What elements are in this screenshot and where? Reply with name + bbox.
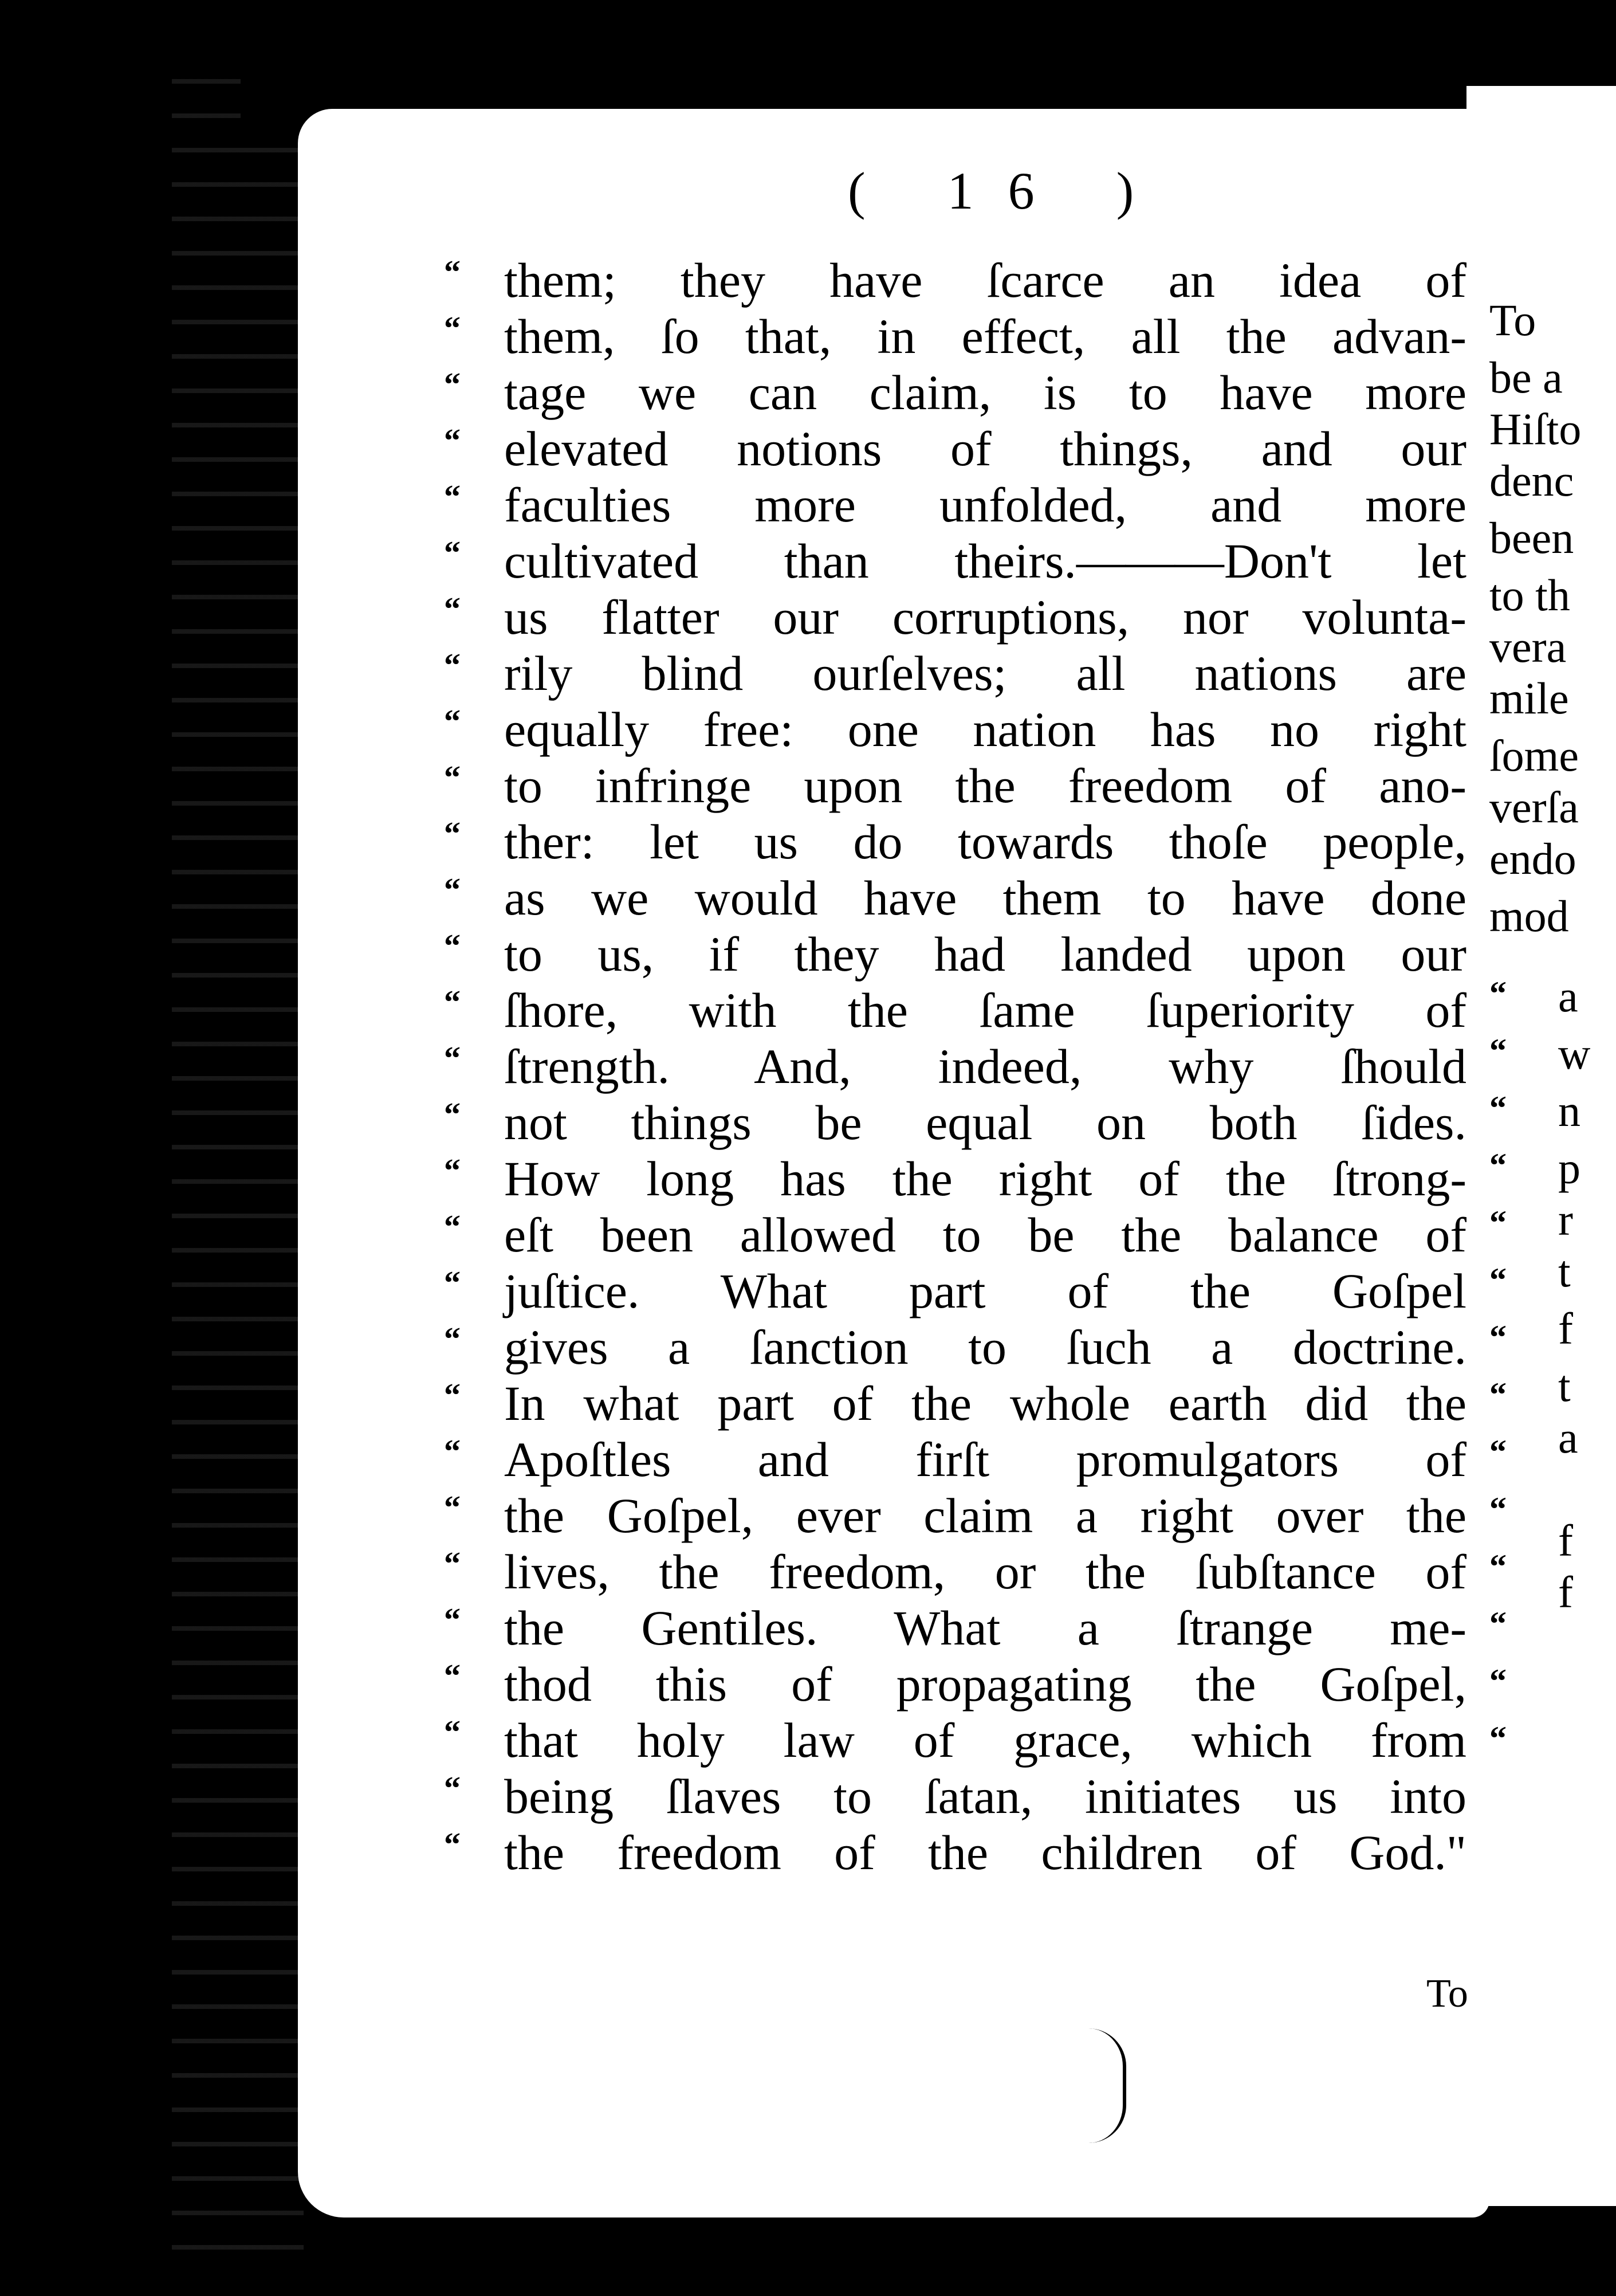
facing-page-fragment: f <box>1558 1516 1573 1565</box>
quote-mark: “ <box>444 366 461 403</box>
quote-mark: “ <box>444 534 461 571</box>
quote-mark: “ <box>444 1713 461 1751</box>
catchword: To <box>1426 1972 1468 2016</box>
facing-page-fragment: be a <box>1489 352 1563 402</box>
quote-mark: “ <box>444 1152 461 1189</box>
quote-mark: “ <box>444 702 461 740</box>
quote-mark: “ <box>444 1545 461 1582</box>
text-line <box>444 982 1466 1038</box>
text-line <box>444 477 1466 533</box>
facing-quote-mark: “ <box>1489 1089 1507 1127</box>
facing-quote-mark: “ <box>1489 1376 1507 1414</box>
text-line <box>444 1094 1466 1151</box>
text-line <box>444 252 1466 308</box>
text-line <box>444 926 1466 982</box>
facing-page-fragment: denc <box>1489 456 1574 505</box>
line-text: faculties more unfolded, and more <box>504 477 1466 532</box>
text-line <box>444 870 1466 926</box>
facing-page-fragment: mile <box>1489 673 1569 723</box>
facing-quote-mark: “ <box>1489 1662 1507 1700</box>
facing-quote-mark: “ <box>1489 1433 1507 1471</box>
text-line <box>444 589 1466 645</box>
quote-mark: “ <box>444 422 461 459</box>
quote-mark: “ <box>444 983 461 1021</box>
quote-mark: “ <box>444 646 461 684</box>
facing-page-fragment: to th <box>1489 570 1570 620</box>
book-edge-left <box>172 69 304 2258</box>
facing-quote-mark: “ <box>1489 1032 1507 1070</box>
line-text: How long has the right of the ſtrong- <box>504 1151 1466 1206</box>
quote-mark: “ <box>444 1376 461 1414</box>
facing-page-fragment: ſome <box>1489 731 1579 780</box>
text-line <box>444 1656 1466 1712</box>
text-line <box>444 533 1466 589</box>
line-text: as we would have them to have done <box>504 870 1466 925</box>
text-line <box>444 1319 1466 1375</box>
line-text: Apoſtles and firſt promulgators of <box>504 1432 1466 1487</box>
line-text: them, ſo that, in effect, all the advan- <box>504 309 1466 364</box>
facing-quote-mark: “ <box>1489 1147 1507 1184</box>
text-line <box>444 1544 1466 1600</box>
facing-page-fragment: vera <box>1489 622 1567 672</box>
facing-quote-mark: “ <box>1489 1318 1507 1356</box>
facing-quote-mark: “ <box>1489 1261 1507 1299</box>
quote-mark: “ <box>444 590 461 627</box>
line-text: the Gentiles. What a ſtrange me- <box>504 1600 1466 1655</box>
line-text: rily blind ourſelves; all nations are <box>504 646 1466 701</box>
quote-mark: “ <box>444 1039 461 1077</box>
facing-page-fragment: p <box>1558 1143 1580 1193</box>
quote-mark: “ <box>444 1489 461 1526</box>
facing-page-fragment: t <box>1558 1361 1571 1411</box>
facing-page-fragment: w <box>1558 1029 1591 1078</box>
quote-mark: “ <box>444 759 461 796</box>
text-line <box>444 1712 1466 1768</box>
facing-quote-mark: “ <box>1489 1548 1507 1585</box>
quote-mark: “ <box>444 871 461 908</box>
text-line <box>444 1375 1466 1431</box>
text-line <box>444 701 1466 758</box>
text-line <box>444 1488 1466 1544</box>
facing-page-fragment: endo <box>1489 834 1576 884</box>
text-line <box>444 1768 1466 1824</box>
quote-mark: “ <box>444 1096 461 1133</box>
facing-page-fragment: verſa <box>1489 782 1579 832</box>
line-text: tage we can claim, is to have more <box>504 365 1466 420</box>
text-line <box>444 1431 1466 1488</box>
line-text: us flatter our corruptions, nor volunta- <box>504 590 1466 645</box>
line-text: juſtice. What part of the Goſpel <box>504 1263 1466 1318</box>
text-line <box>444 364 1466 421</box>
text-line <box>444 758 1466 814</box>
line-text: thod this of propagating the Goſpel, <box>504 1657 1466 1712</box>
facing-page-fragment: t <box>1558 1246 1571 1296</box>
text-line <box>444 645 1466 701</box>
body-text <box>444 252 1466 1881</box>
line-text: being ſlaves to ſatan, initiates us into <box>504 1769 1466 1824</box>
line-text: to us, if they had landed upon our <box>504 927 1466 982</box>
line-text: the freedom of the children of God." <box>504 1825 1466 1880</box>
text-line <box>444 1207 1466 1263</box>
quote-mark: “ <box>444 309 461 347</box>
quote-mark: “ <box>444 927 461 964</box>
quote-mark: “ <box>444 253 461 291</box>
quote-mark: “ <box>444 1208 461 1245</box>
quote-mark: “ <box>444 1657 461 1694</box>
text-line <box>444 308 1466 364</box>
facing-page-fragment: a <box>1558 1412 1578 1462</box>
quote-mark: “ <box>444 1432 461 1470</box>
facing-page-fragment: Hiſto <box>1489 404 1582 454</box>
line-text: to infringe upon the freedom of ano- <box>504 758 1466 813</box>
line-text: ther: let us do towards thoſe people, <box>504 814 1466 869</box>
quote-mark: “ <box>444 1320 461 1357</box>
facing-quote-mark: “ <box>1489 1720 1507 1757</box>
facing-page-fragment: been <box>1489 513 1574 563</box>
quote-mark: “ <box>444 1769 461 1807</box>
facing-page-fragment: mod <box>1489 891 1569 941</box>
facing-quote-mark: “ <box>1489 1490 1507 1528</box>
text-line <box>444 421 1466 477</box>
line-text: the Goſpel, ever claim a right over the <box>504 1488 1466 1543</box>
text-line <box>444 1263 1466 1319</box>
facing-page-fragment: To <box>1489 295 1536 345</box>
line-text: that holy law of grace, which from <box>504 1713 1466 1768</box>
quote-mark: “ <box>444 1601 461 1638</box>
text-line <box>444 814 1466 870</box>
text-line <box>444 1038 1466 1094</box>
line-text: gives a ſanction to ſuch a doctrine. <box>504 1320 1466 1375</box>
quote-mark: “ <box>444 815 461 852</box>
facing-quote-mark: “ <box>1489 975 1507 1012</box>
line-text: In what part of the whole earth did the <box>504 1376 1466 1431</box>
page-number: ( 16 ) <box>848 162 1169 220</box>
line-text: ſtrength. And, indeed, why ſhould <box>504 1039 1466 1094</box>
text-line <box>444 1151 1466 1207</box>
line-text: eſt been allowed to be the balance of <box>504 1207 1466 1262</box>
line-text: them; they have ſcarce an idea of <box>504 253 1466 308</box>
line-text: equally free: one nation has no right <box>504 702 1466 757</box>
quote-mark: “ <box>444 1826 461 1863</box>
quote-mark: “ <box>444 1264 461 1301</box>
text-line <box>444 1600 1466 1656</box>
facing-page-fragment: f <box>1558 1567 1573 1617</box>
facing-page-fragment: n <box>1558 1086 1580 1136</box>
line-text: lives, the freedom, or the ſubſtance of <box>504 1544 1466 1599</box>
line-text: elevated notions of things, and our <box>504 421 1466 476</box>
line-text: cultivated than theirs.———Don't let <box>504 533 1466 588</box>
facing-page-fragment: a <box>1558 971 1578 1021</box>
quote-mark: “ <box>444 478 461 515</box>
text-line <box>444 1824 1466 1881</box>
facing-page-fragment: f <box>1558 1304 1573 1353</box>
line-text: not things be equal on both ſides. <box>504 1095 1466 1150</box>
facing-page-fragment: r <box>1558 1195 1573 1245</box>
facing-quote-mark: “ <box>1489 1605 1507 1643</box>
line-text: ſhore, with the ſame ſuperiority of <box>504 983 1466 1038</box>
facing-quote-mark: “ <box>1489 1204 1507 1242</box>
